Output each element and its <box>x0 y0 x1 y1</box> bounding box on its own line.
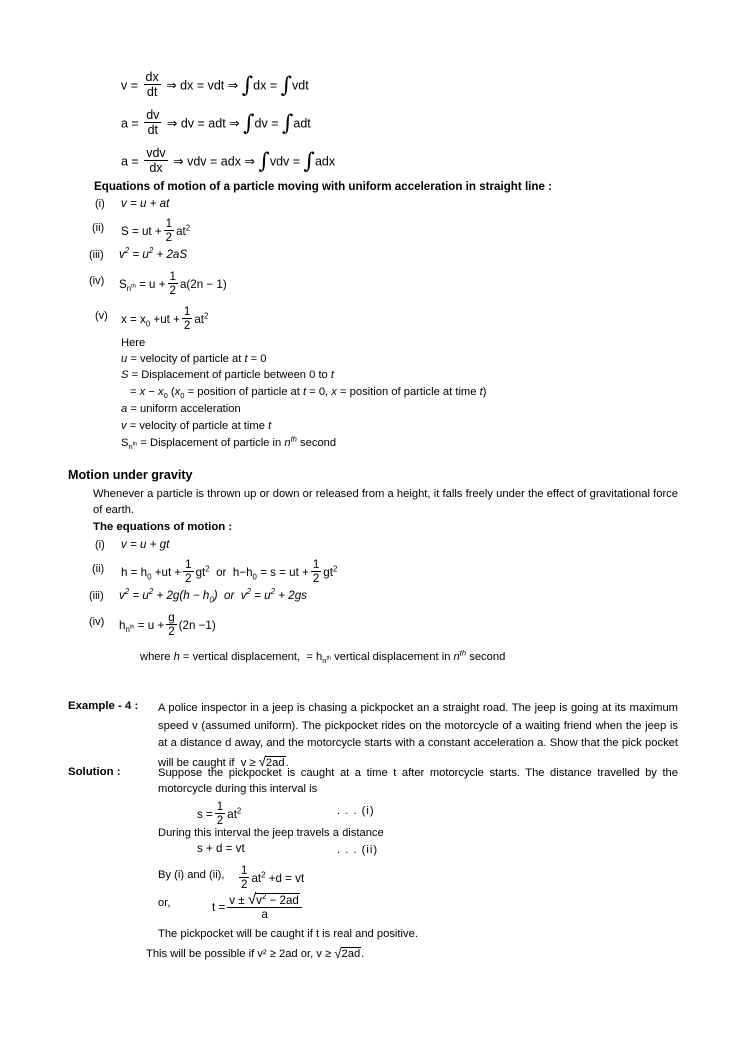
eq1-lhs: v <box>121 78 128 93</box>
definition-S: S = Displacement of particle between 0 to t <box>121 369 334 381</box>
radical-icon: √ <box>247 891 257 909</box>
definition-Snth: $S_{n^{th}}$ = Displacement of particle in $n^{th}$ second <box>121 434 337 452</box>
radical-icon: √ <box>334 945 342 961</box>
eq2-fraction: $\frac{dv}{dt}$ <box>146 107 160 137</box>
eq1-fraction: $\frac{dx}{dt}$ <box>145 69 159 99</box>
list-marker-iii: (iii) <box>89 249 104 261</box>
eq2-lhs: a <box>121 116 128 131</box>
solution-line-4-radicand: 2ad <box>341 948 361 960</box>
motion-under-gravity-heading: Motion under gravity <box>68 468 193 482</box>
here-label: Here <box>121 337 146 349</box>
definition-u: u = velocity of particle at t = 0 <box>121 353 267 365</box>
integral-icon: ∫ <box>280 72 292 98</box>
gravity-marker-ii: (ii) <box>92 563 105 575</box>
eq2-implies-2: ⇒ <box>229 116 240 131</box>
eq3-lhs: a <box>121 154 128 169</box>
example-label: Example - 4 : <box>68 700 139 712</box>
calculus-equation-2: a = $\frac{dv}{dt}$ ⇒ dv = adt ⇒ ∫dv = ∫adt <box>121 107 311 137</box>
example-period: . <box>285 756 289 769</box>
eq1-middle: dx = vdt <box>180 78 225 93</box>
solution-equation-ii: s + d = vt <box>197 842 245 855</box>
uniform-acceleration-heading: Equations of motion of a particle moving with uniform acceleration in straight line : <box>94 180 552 193</box>
equation-uniform-iv: $S_{n^{th}} = u$ + $\frac{1}{2}$ a(2n − 1) <box>119 269 227 297</box>
eq2-middle: dv = adt <box>180 116 226 131</box>
integral-icon: ∫ <box>243 110 255 136</box>
g-over-2-fraction: $\frac{g}{2}$ <box>168 610 175 638</box>
solution-equation-iv: t = $\frac{v \pm √v^2 - 2ad}{a}$ <box>212 893 304 923</box>
one-half-fraction: $\frac{1}{2}$ <box>216 799 224 827</box>
equation-number-i: . . . (i) <box>337 805 375 817</box>
one-half-fraction: $\frac{1}{2}$ <box>241 863 248 891</box>
equation-gravity-iv: $h_{n^{th}} = u$ + $\frac{g}{2}$ (2n −1) <box>119 610 216 638</box>
eq2-integrand-2: adt <box>293 116 311 131</box>
eq1-equals: = <box>269 78 278 93</box>
eq3-integrand-1: vdv <box>269 154 290 169</box>
gravity-where-note: where h = vertical displacement, = $h_{n^{th}}$ vertical displacement in $n^{th}$ second <box>140 648 506 666</box>
eq1-implies-2: ⇒ <box>227 78 239 93</box>
eq1-integrand-2: vdt <box>292 78 309 93</box>
one-half-fraction: $\frac{1}{2}$ <box>312 557 320 585</box>
one-half-fraction: $\frac{1}{2}$ <box>185 557 192 585</box>
definition-S-continued: = $x - x_0$ ($x_0$ = position of particle at t = 0, x = position of particle at time t) <box>130 386 487 401</box>
equation-gravity-i: v = u + gt <box>121 538 170 551</box>
eq1-implies-1: ⇒ <box>166 78 177 93</box>
integral-icon: ∫ <box>303 148 315 174</box>
calculus-equation-3: a = $\frac{\text{vdv}}{dx}$ ⇒ vdv = adx ⇒ ∫vdv = ∫adx <box>121 145 336 175</box>
equation-gravity-iii: $v^2 = u^2 + 2g(h - h_0)$ or $v^2 = u^2 + 2gs$ <box>119 587 307 605</box>
list-marker-iv: (iv) <box>89 275 105 287</box>
equation-uniform-iii: $v^2 = u^2 + 2aS$ <box>119 246 188 261</box>
solution-equation-i: s = $\frac{1}{2}$ $at^2$ <box>197 799 242 827</box>
motion-under-gravity-intro: Whenever a particle is thrown up or down or released from a height, it falls freely under the effect of gravitational force of earth. <box>93 488 678 516</box>
equation-uniform-i: v = u + at <box>121 197 170 210</box>
list-marker-v: (v) <box>95 310 108 322</box>
geq-symbol: ≥ <box>249 756 256 769</box>
eq3-fraction: $\frac{\text{vdv}}{dx}$ <box>146 145 166 175</box>
solution-line-4 <box>146 946 364 960</box>
quadratic-root-fraction: $\frac{v \pm √v^2 - 2ad}{a}$ <box>227 892 302 922</box>
gravity-marker-iv: (iv) <box>89 616 105 628</box>
solution-or-label: or, <box>158 897 171 909</box>
one-half-fraction: $\frac{1}{2}$ <box>169 269 176 297</box>
equations-of-motion-heading: The equations of motion : <box>93 521 233 533</box>
list-marker-i: (i) <box>95 198 105 210</box>
eq3-implies-1: ⇒ <box>173 154 184 169</box>
solution-line-3: The pickpocket will be caught if t is real and positive. <box>158 928 418 940</box>
eq1-integrand-1: dx <box>253 78 267 93</box>
solution-byline: By (i) and (ii), <box>158 869 225 881</box>
integral-icon: ∫ <box>241 72 254 98</box>
integral-icon: ∫ <box>282 110 294 136</box>
solution-line-4-period: . <box>361 948 365 960</box>
equation-uniform-ii: S = ut + $\frac{1}{2}$ $at^2$ <box>121 216 191 244</box>
definition-v: v = velocity of particle at time t <box>121 420 272 432</box>
solution-line-2: During this interval the jeep travels a distance <box>158 827 384 839</box>
example-body <box>158 700 678 772</box>
eq3-equals: = <box>292 154 301 169</box>
solution-equation-iii: $\frac{1}{2}$ $at^2 +d$ = vt <box>241 863 305 891</box>
solution-label: Solution : <box>68 766 121 778</box>
calculus-equation-1: v = $\frac{dx}{dt}$ ⇒ dx = vdt ⇒ ∫dx = ∫vdt <box>121 69 309 99</box>
solution-line-4-text: This will be possible if v² ≥ 2ad or, v ≥ <box>146 948 332 960</box>
eq2-implies-1: ⇒ <box>166 116 178 131</box>
eq2-integrand-1: dv <box>254 116 268 131</box>
one-half-fraction: $\frac{1}{2}$ <box>183 304 191 332</box>
equation-uniform-v: $x = x_0 +ut$ + $\frac{1}{2}$ $at^2$ <box>121 304 209 332</box>
gravity-marker-iii: (iii) <box>89 590 104 602</box>
equation-gravity-ii: $h = h_0 +ut$ + $\frac{1}{2}$ $gt^2$ or $h-h_0 = s$ = ut + $\frac{1}{2}$ $gt^2$ <box>121 557 338 585</box>
list-marker-ii: (ii) <box>92 222 105 234</box>
one-half-fraction: $\frac{1}{2}$ <box>165 216 173 244</box>
radical-icon: √ <box>258 754 266 770</box>
definition-a: a = uniform acceleration <box>121 403 241 415</box>
example-condition: v ≥ √2ad <box>237 754 285 770</box>
eq3-integrand-2: adx <box>314 154 336 169</box>
solution-line-1: Suppose the pickpocket is caught at a time t after motorcycle starts. The distance travelled by the motorcycle during this interval is <box>158 767 678 795</box>
eq3-implies-2: ⇒ <box>244 154 255 169</box>
example-text: A police inspector in a jeep is chasing a pickpocket an a straight road. The jeep is going at its maximum speed v (assumed uniform). The pickpocket rides on the motorcycle of a waiting friend when the jeep is at a distance d away, and the motorcycle starts with a constant acceleration a. Show that the pick pocket will be caught if <box>158 702 678 769</box>
eq3-middle: vdv = adx <box>187 154 241 169</box>
equation-number-ii: . . . (ii) <box>337 844 379 856</box>
eq2-equals: = <box>271 116 279 131</box>
gravity-marker-i: (i) <box>95 539 105 551</box>
integral-icon: ∫ <box>258 148 270 174</box>
plusminus-symbol: ± <box>238 893 245 907</box>
